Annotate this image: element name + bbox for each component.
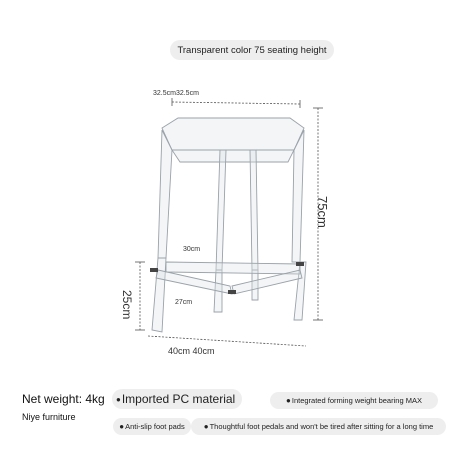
feature-pill-antislip [113, 418, 191, 435]
net-weight-label: Net weight: 4kg [22, 392, 105, 406]
dimension-lower-width: 27cm [175, 299, 193, 306]
caption-text: Transparent color 75 seating height [177, 44, 327, 56]
bullet-icon: ● [116, 394, 121, 404]
dimension-top-width: 32.5cm32.5cm [153, 90, 199, 97]
feature-text: Thoughtful foot pedals and won't be tired after sitting for a long time [209, 422, 434, 431]
bullet-icon: ● [286, 396, 291, 405]
feature-text: Integrated forming weight bearing MAX [291, 396, 422, 405]
dimension-total-height: 75cm [315, 196, 330, 228]
feature-pill-pedals [191, 418, 446, 435]
bullet-icon: ● [119, 422, 125, 431]
dimension-lower-height: 25cm [120, 290, 134, 320]
dimension-foot-rest: 30cm [183, 246, 201, 253]
dimension-base-width: 40cm 40cm [168, 346, 215, 356]
feature-pill-integrated [270, 392, 438, 409]
bullet-icon: ● [203, 422, 209, 431]
brand-label: Niye furniture [22, 412, 76, 422]
material-pill [112, 389, 242, 409]
material-text: Imported PC material [121, 392, 236, 406]
feature-text: Anti-slip foot pads [125, 422, 185, 431]
